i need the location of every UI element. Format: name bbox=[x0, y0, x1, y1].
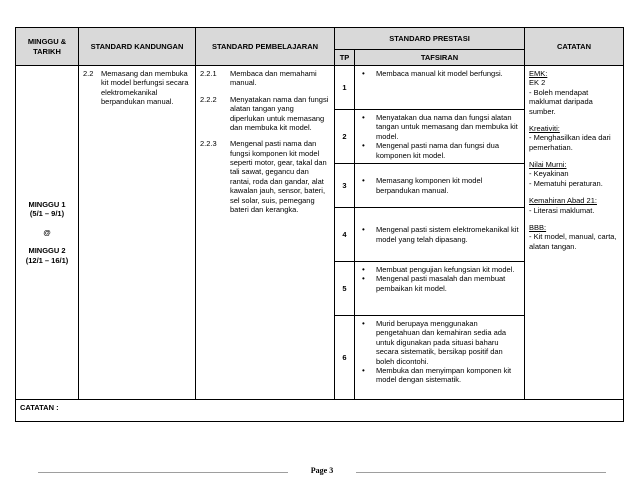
sk-text: Memasang dan membuka kit model berfungsi secara elektromekanikal berpandukan manual. bbox=[101, 69, 189, 107]
emk-line: - Boleh mendapat maklumat daripada sumber. bbox=[529, 87, 593, 116]
sp-text: Menyatakan nama dan fungsi alatan tangan yang diperlukan untuk memasang dan membuka kit model. bbox=[230, 94, 329, 132]
tafsiran-item: • Membuat pengujian kefungsian kit model. bbox=[373, 265, 520, 274]
nilai-murni-line: - Keyakinan bbox=[529, 169, 569, 179]
emk-line: EK 2 bbox=[529, 78, 546, 88]
tafsiran-item: • Murid berupaya menggunakan pengetahuan dan kemahiran sedia ada untuk digunakan pada situasi baharu secara sistematik, bersikap positif dan boleh dicontohi. bbox=[373, 319, 520, 366]
header-standard-prestasi: STANDARD PRESTASI bbox=[335, 28, 525, 50]
footer-divider-right bbox=[356, 472, 606, 473]
sp-item-2 bbox=[200, 95, 330, 133]
header-minggu-tarikh: MINGGU & TARIKH bbox=[16, 28, 79, 66]
emk-title: EMK: bbox=[529, 69, 548, 78]
tp-6: 6 bbox=[335, 316, 355, 400]
tp-5: 5 bbox=[335, 262, 355, 316]
tafsiran-item: • Mengenal pasti sistem elektromekanikal kit model yang telah dipasang. bbox=[373, 225, 520, 244]
tafsiran-6 bbox=[355, 316, 525, 400]
tafsiran-item: • Memasang komponen kit model berpandukan manual. bbox=[373, 176, 520, 195]
tafsiran-item: • Mengenal pasti masalah dan membuat pembaikan kit model. bbox=[373, 274, 520, 293]
standard-pembelajaran-cell bbox=[196, 66, 335, 400]
sp-item-1 bbox=[200, 69, 330, 88]
tafsiran-4 bbox=[355, 208, 525, 262]
sk-num: 2.2 bbox=[83, 69, 94, 78]
page-footer bbox=[38, 466, 606, 478]
header-catatan: CATATAN bbox=[525, 28, 624, 66]
tafsiran-item: • Membaca manual kit model berfungsi. bbox=[373, 69, 520, 78]
standard-kandungan-cell bbox=[79, 66, 196, 400]
catatan-footer-row: CATATAN : bbox=[16, 400, 624, 422]
catatan-cell bbox=[525, 66, 624, 400]
tafsiran-1 bbox=[355, 66, 525, 110]
header-standard-kandungan: STANDARD KANDUNGAN bbox=[79, 28, 196, 66]
tafsiran-item: • Menyatakan dua nama dan fungsi alatan tangan untuk memasang dan membuka kit model. bbox=[373, 113, 520, 141]
sp-text: Membaca dan memahami manual. bbox=[230, 69, 317, 88]
tafsiran-5 bbox=[355, 262, 525, 316]
sp-num: 2.2.2 bbox=[200, 94, 217, 104]
minggu-2-date: (12/1 – 16/1) bbox=[25, 255, 69, 265]
minggu-1: MINGGU 1 bbox=[28, 200, 66, 210]
tafsiran-item: • Membuka dan menyimpan komponen kit model dengan sistematik. bbox=[373, 366, 520, 385]
bbb-line: - Kit model, manual, carta, alatan tangan. bbox=[529, 232, 617, 251]
minggu-1-date: (5/1 – 9/1) bbox=[29, 209, 65, 219]
kreativiti-title: Kreativiti: bbox=[529, 123, 560, 133]
nilai-murni-line: - Mematuhi peraturan. bbox=[529, 178, 603, 188]
header-tp: TP bbox=[335, 50, 355, 66]
sp-num: 2.2.1 bbox=[200, 69, 217, 78]
tp-3: 3 bbox=[335, 164, 355, 208]
header-tafsiran: TAFSIRAN bbox=[355, 50, 525, 66]
page-number: Page 3 bbox=[310, 466, 334, 475]
minggu-2: MINGGU 2 bbox=[28, 246, 66, 256]
bbb-title: BBB: bbox=[529, 222, 547, 232]
minggu-cell bbox=[16, 66, 79, 400]
standard-kandungan-item bbox=[83, 69, 191, 107]
kreativiti-line: - Menghasilkan idea dari pemerhatian. bbox=[529, 133, 611, 152]
abad-21-title: Kemahiran Abad 21: bbox=[529, 196, 597, 206]
header-standard-pembelajaran: STANDARD PEMBELAJARAN bbox=[196, 28, 335, 66]
abad-21-line: - Literasi maklumat. bbox=[529, 205, 595, 215]
tafsiran-2 bbox=[355, 110, 525, 164]
minggu-separator: @ bbox=[43, 227, 51, 237]
tp-4: 4 bbox=[335, 208, 355, 262]
nilai-murni-title: Nilai Murni: bbox=[529, 160, 567, 169]
sp-item-3 bbox=[200, 139, 330, 214]
tafsiran-item: • Mengenal pasti nama dan fungsi dua komponen kit model. bbox=[373, 141, 520, 160]
tp-2: 2 bbox=[335, 110, 355, 164]
tp-1: 1 bbox=[335, 66, 355, 110]
sp-text: Mengenal pasti nama dan fungsi komponen kit model seperti motor, gear, takal dan tali sawat, gegancu dan rantai, roda dan gandar, alat kawalan jauh, sensor, bateri, sel solar, suis, pemegang bateri dan kerangka. bbox=[230, 139, 327, 214]
tafsiran-3 bbox=[355, 164, 525, 208]
sp-num: 2.2.3 bbox=[200, 139, 217, 149]
rpt-table bbox=[15, 27, 624, 422]
